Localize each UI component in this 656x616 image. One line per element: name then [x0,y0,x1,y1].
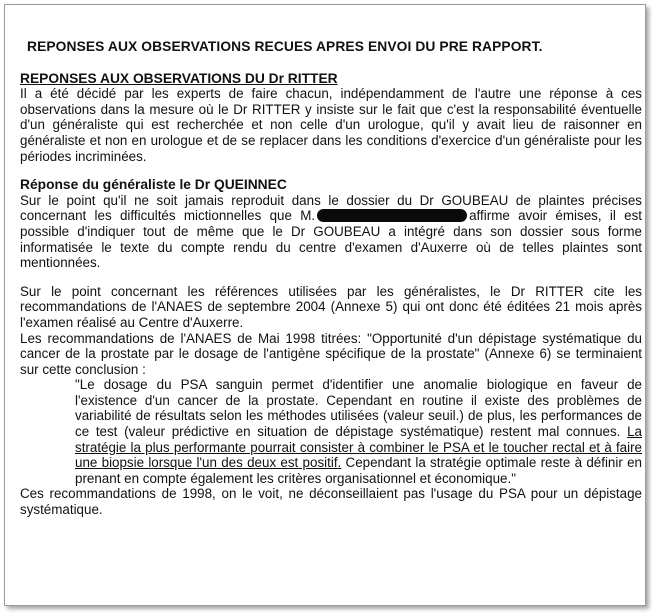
paragraph-goubeau [20,193,642,271]
quote-underlined: La stratégie la plus performante pourrait consister à combiner le PSA et le toucher rectal et à faire une biopsie lorsque l'un des deux est positif. [75,424,642,471]
paragraph-goubeau-end: affirme avoir émises, il est possible d'indiquer tout de même que le Dr GOUBEAU a intégré dans son dossier sous forme informatisée le texte du compte rendu du centre d'examen d'Auxerre où de telles plaintes sont mentionnées. [20,208,642,271]
section-paragraph-ritter: Il a été décidé par les experts de faire chacun, indépendamment de l'autre une réponse à ces observations dans la mesure où le Dr RITTER y insiste sur le fait que c'est la responsabilité éventuelle d'un généraliste qui est recherchée et non celle d'un urologue, qu'il y avait lieu de raisonner en généraliste et non en urologue et de se replacer dans les conditions d'exercice d'un généraliste pour les périodes incriminées. [20,86,642,164]
document-title: REPONSES AUX OBSERVATIONS RECUES APRES ENVOI DU PRE RAPPORT. [27,39,543,54]
quote-block [75,377,642,486]
document-content [20,39,642,518]
redaction-bar [317,209,467,222]
quote-end: Cependant la stratégie optimale reste à définir en prenant en compte également les critères organisationnel et économique." [75,455,642,486]
paragraph-goubeau-start: Sur le point qu'il ne soit jamais reproduit dans le dossier du Dr GOUBEAU de plaintes précises concernant les difficultés mictionnelles que M. [20,192,642,224]
paragraph-conclusion: Ces recommandations de 1998, on le voit, ne déconseillaient pas l'usage du PSA pour un dépistage systématique. [20,486,642,518]
quote-start: "Le dosage du PSA sanguin permet d'identifier une anomalie biologique en faveur de l'existence d'un cancer de la prostate. Cependant en routine il existe des problèmes de variabilité de résultats selon les méthodes utilisées (valeur seuil.) de plus, les performances de ce test (valeur prédictive en situation de dépistage systématique) restent mal connues. [75,377,642,440]
section-heading-ritter: REPONSES AUX OBSERVATIONS DU Dr RITTER [20,70,338,86]
section-heading-queinnec: Réponse du généraliste le Dr QUEINNEC [20,177,287,193]
document-page [4,4,646,606]
paragraph-anaes-1998: Les recommandations de l'ANAES de Mai 1998 titrées: "Opportunité d'un dépistage systématique du cancer de la prostate par le dosage de l'antigène spécifique de la prostate" (Annexe 6) se terminaient sur cette conclusion : [20,330,642,377]
paragraph-references: Sur le point concernant les références utilisées par les généralistes, le Dr RITTER cite les recommandations de l'ANAES de septembre 2004 (Annexe 5) qui ont donc été éditées 21 mois après l'examen réalisé au Centre d'Auxerre. [20,283,642,330]
